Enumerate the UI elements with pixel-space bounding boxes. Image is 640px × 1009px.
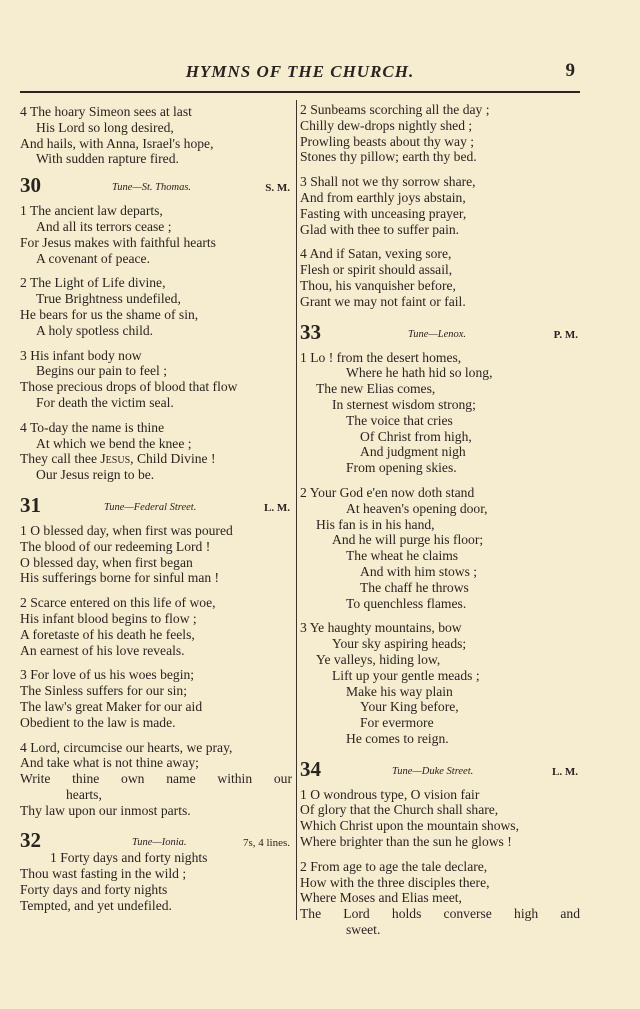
verse-line: For Jesus makes with faithful hearts	[20, 234, 216, 250]
verse-line: 3 For love of us his woes begin;	[20, 667, 195, 683]
header-rule	[20, 91, 580, 93]
verse-line: Forty days and forty nights	[20, 882, 168, 898]
verse-line: Obedient to the law is made.	[20, 714, 176, 730]
verse-text: They call thee	[20, 451, 101, 467]
verse-line: 1 O blessed day, when first was poured	[20, 522, 233, 538]
verse-line: 3 Ye haughty mountains, bow	[300, 620, 462, 636]
verse-line: Chilly dew-drops nightly shed ;	[300, 117, 473, 133]
verse-line: With sudden rapture fired.	[36, 151, 179, 167]
verse-line: Which Christ upon the mountain shows,	[300, 818, 519, 834]
verse-line: The wheat he claims	[346, 548, 459, 564]
verse-line: Tempted, and yet undefiled.	[20, 897, 172, 913]
verse-line: 4 To-day the name is thine	[20, 419, 165, 435]
hymn-number: 30	[20, 173, 41, 198]
verse-line: True Brightness undefiled,	[36, 291, 181, 307]
hymn-33-heading	[300, 319, 580, 350]
meter: L. M.	[552, 765, 578, 778]
verse-line: Thou, his vanquisher before,	[300, 277, 456, 293]
meter: S. M.	[265, 182, 290, 195]
verse-line: And all its terrors cease ;	[36, 218, 172, 234]
verse-line: And from earthly joys abstain,	[300, 189, 466, 205]
verse-line: Those precious drops of blood that flow	[20, 379, 238, 395]
verse-line: Of glory that the Church shall share,	[300, 802, 499, 818]
verse-line: The new Elias comes,	[316, 381, 436, 397]
verse-line: A covenant of peace.	[36, 250, 150, 266]
hymn-30-verse-1	[20, 203, 292, 266]
hymn-30-heading	[20, 173, 292, 203]
hymn-33-verse-2	[300, 485, 580, 611]
verse-line: Glad with thee to suffer pain.	[300, 221, 460, 237]
hymn-34-heading	[300, 756, 580, 787]
verse-line: 3 Shall not we thy sorrow share,	[300, 174, 476, 190]
verse-line: Thou wast fasting in the wild ;	[20, 866, 187, 882]
hymn-number: 33	[300, 319, 321, 344]
verse-line: The blood of our redeeming Lord !	[20, 538, 211, 554]
verse-line: And hails, with Anna, Israel's hope,	[20, 135, 214, 151]
verse-line: Our Jesus reign to be.	[36, 467, 155, 483]
verse-line: 2 Your God e'en now doth stand	[300, 484, 475, 500]
verse-line: He bears for us the shame of sin,	[20, 306, 199, 322]
verse-line: 3 His infant body now	[20, 347, 142, 363]
verse-line: Your King before,	[360, 699, 459, 715]
verse-line: And judgment nigh	[360, 444, 466, 460]
tune-name: Tune—Duke Street.	[392, 765, 474, 777]
hymn-number: 32	[20, 828, 41, 853]
hymn-32-verse-2	[300, 102, 580, 165]
running-header: HYMNS OF THE CHURCH.	[185, 62, 415, 81]
left-column	[20, 104, 292, 914]
verse-line: His Lord so long desired,	[36, 119, 174, 135]
verse-line: 1 Forty days and forty nights	[50, 850, 208, 866]
hymn-30-verse-2	[20, 275, 292, 338]
hymn-32-verse-1	[20, 850, 292, 913]
hymn-31-verse-3	[20, 667, 292, 730]
verse-line: A holy spotless child.	[36, 322, 154, 338]
verse-line: 1 Lo ! from the desert homes,	[300, 349, 462, 365]
verse-line: Grant we may not faint or fail.	[300, 293, 466, 309]
verse-line: The chaff he throws	[360, 579, 469, 595]
verse-line: 1 O wondrous type, O vision fair	[300, 786, 480, 802]
verse-line	[20, 451, 292, 467]
verse-line: For evermore	[360, 715, 434, 731]
verse-line: Thy law upon our inmost parts.	[20, 802, 191, 818]
meter: L. M.	[264, 501, 290, 514]
tune-name: Tune—Ionia.	[132, 837, 187, 849]
meter: P. M.	[553, 328, 578, 341]
tune-name: Tune—St. Thomas.	[112, 182, 192, 194]
verse-line: Lift up your gentle meads ;	[332, 667, 480, 683]
verse-line: Write thine own name within our	[20, 771, 292, 787]
verse-line: A foretaste of his death he feels,	[20, 626, 195, 642]
verse-line: And he will purge his floor;	[332, 532, 484, 548]
verse-line: Where brighter than the sun he glows !	[300, 834, 512, 850]
name-jesus: Jesus	[100, 451, 131, 467]
verse-line: Fasting with unceasing prayer,	[300, 205, 467, 221]
hymn-31-verse-1	[20, 523, 292, 586]
verse-line: Prowling beasts about thy way ;	[300, 133, 475, 149]
verse-line: His infant blood begins to flow ;	[20, 610, 197, 626]
hymn-number: 31	[20, 492, 41, 517]
hymn-32-verse-3	[300, 174, 580, 237]
meter: 7s, 4 lines.	[242, 837, 290, 850]
verse-line: In sternest wisdom strong;	[332, 396, 476, 412]
verse-line: And take what is not thine away;	[20, 755, 199, 771]
hymn-31-verse-2	[20, 595, 292, 658]
verse-line: The law's great Maker for our aid	[20, 698, 203, 714]
verse-line: 2 Sunbeams scorching all the day ;	[300, 102, 490, 117]
verse-line: Ye valleys, hiding low,	[316, 651, 441, 667]
verse-line: 4 The hoary Simeon sees at last	[20, 104, 192, 119]
verse-line: His fan is in his hand,	[316, 516, 435, 532]
verse-line: He comes to reign.	[346, 730, 449, 746]
hymn-29-verse-4	[20, 104, 292, 167]
verse-line: From opening skies.	[346, 460, 457, 476]
hymn-30-verse-4	[20, 420, 292, 483]
verse-line: The Sinless suffers for our sin;	[20, 683, 188, 699]
verse-line: Of Christ from high,	[360, 428, 472, 444]
verse-line: 2 From age to age the tale declare,	[300, 858, 488, 874]
verse-line: Where Moses and Elias meet,	[300, 890, 462, 906]
hymn-33-verse-3	[300, 620, 580, 746]
hymn-32-verse-4	[300, 246, 580, 309]
verse-line: An earnest of his love reveals.	[20, 642, 185, 658]
hymn-32-heading	[20, 828, 292, 858]
verse-line: At which we bend the knee ;	[36, 435, 192, 451]
verse-line: O blessed day, when first began	[20, 554, 193, 570]
verse-line: 1 The ancient law departs,	[20, 203, 163, 219]
verse-line: The voice that cries	[346, 412, 453, 428]
verse-line: Flesh or spirit should assail,	[300, 262, 453, 278]
verse-line: 2 Scarce entered on this life of woe,	[20, 595, 216, 611]
tune-name: Tune—Federal Street.	[104, 501, 197, 513]
hymn-30-verse-3	[20, 348, 292, 411]
right-column	[300, 102, 580, 938]
verse-line: And with him stows ;	[360, 563, 478, 579]
verse-line: The Lord holds converse high and	[300, 906, 580, 922]
tune-name: Tune—Lenox.	[408, 328, 467, 340]
verse-line: hearts,	[66, 786, 102, 802]
verse-text: , Child Divine !	[130, 451, 216, 467]
verse-line: His sufferings borne for sinful man !	[20, 570, 220, 586]
verse-line: How with the three disciples there,	[300, 874, 490, 890]
verse-line: 4 Lord, circumcise our hearts, we pray,	[20, 739, 233, 755]
hymn-31-verse-4	[20, 740, 292, 819]
verse-line: Stones thy pillow; earth thy bed.	[300, 149, 477, 165]
hymn-31-heading	[20, 492, 292, 523]
verse-line: sweet.	[346, 922, 381, 938]
hymn-number: 34	[300, 756, 321, 781]
verse-line: At heaven's opening door,	[346, 500, 488, 516]
hymn-33-verse-1	[300, 350, 580, 476]
hymn-34-verse-1	[300, 787, 580, 850]
verse-line: For death the victim seal.	[36, 394, 174, 410]
page-number: 9	[565, 60, 575, 81]
column-divider	[296, 100, 297, 920]
verse-line: Your sky aspiring heads;	[332, 636, 467, 652]
verse-line: Begins our pain to feel ;	[36, 363, 167, 379]
verse-line: 2 The Light of Life divine,	[20, 275, 166, 291]
verse-line: 4 And if Satan, vexing sore,	[300, 246, 452, 262]
verse-line: To quenchless flames.	[346, 595, 467, 611]
verse-line: Make his way plain	[346, 683, 453, 699]
hymn-34-verse-2	[300, 859, 580, 938]
verse-line: Where he hath hid so long,	[346, 365, 493, 381]
